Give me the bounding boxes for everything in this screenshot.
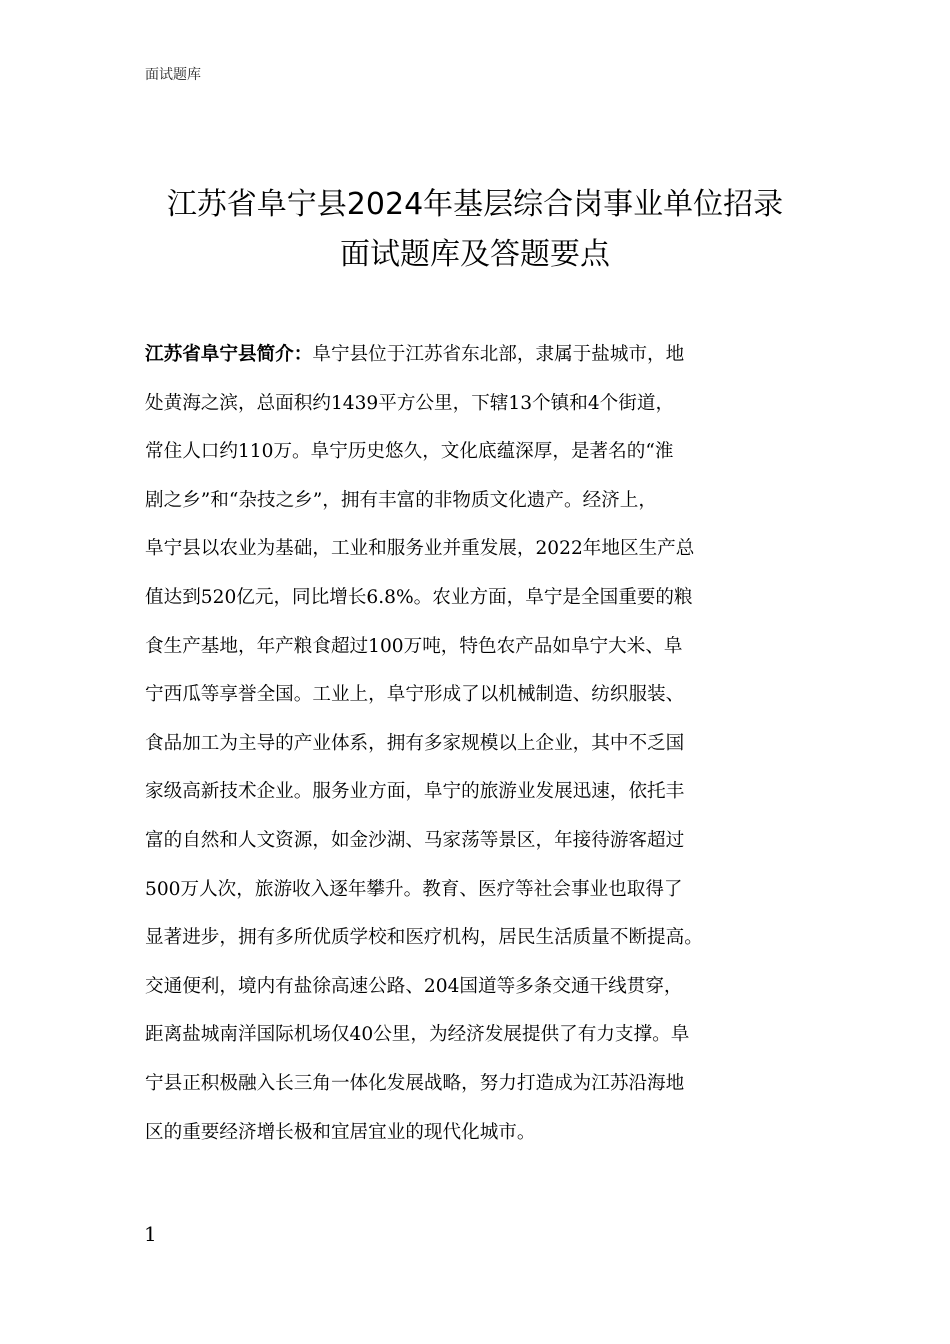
intro-paragraph — [145, 331, 825, 1157]
title-line-2: 面试题库及答题要点 — [340, 237, 610, 272]
paragraph-line: 食品加工为主导的产业体系，拥有多家规模以上企业，其中不乏国 — [145, 732, 685, 754]
paragraph-line — [145, 331, 825, 380]
paragraph-line: 区的重要经济增长极和宜居宜业的现代化城市。 — [145, 1121, 536, 1143]
paragraph-line: 常住人口约110万。阜宁历史悠久，文化底蕴深厚，是著名的“淮 — [145, 441, 674, 463]
title-line-1: 江苏省阜宁县2024年基层综合岗事业单位招录 — [166, 187, 784, 222]
paragraph-line: 显著进步，拥有多所优质学校和医疗机构，居民生活质量不断提高。 — [145, 927, 703, 949]
paragraph-line: 值达到520亿元，同比增长6.8%。农业方面，阜宁是全国重要的粮 — [145, 586, 693, 608]
running-header: 面试题库 — [145, 67, 201, 83]
paragraph-line: 富的自然和人文资源，如金沙湖、马家荡等景区，年接待游客超过 — [145, 829, 685, 851]
paragraph-line: 阜宁县以农业为基础，工业和服务业并重发展，2022年地区生产总 — [145, 538, 695, 560]
paragraph-line: 交通便利，境内有盐徐高速公路、204国道等多条交通干线贯穿， — [145, 975, 683, 997]
page-number: 1 — [144, 1222, 157, 1246]
paragraph-line: 剧之乡”和“杂技之乡”，拥有丰富的非物质文化遗产。经济上， — [145, 489, 657, 511]
document-title — [140, 180, 810, 280]
paragraph-line: 宁县正积极融入长三角一体化发展战略，努力打造成为江苏沿海地 — [145, 1072, 685, 1094]
paragraph-line: 距离盐城南洋国际机场仅40公里，为经济发展提供了有力支撑。阜 — [145, 1024, 690, 1046]
paragraph-line: 500万人次，旅游收入逐年攀升。教育、医疗等社会事业也取得了 — [145, 878, 683, 900]
paragraph-line: 家级高新技术企业。服务业方面，阜宁的旅游业发展迅速，依托丰 — [145, 781, 685, 803]
paragraph-line-text: 阜宁县位于江苏省东北部，隶属于盐城市，地 — [312, 344, 685, 365]
paragraph-line: 食生产基地，年产粮食超过100万吨，特色农产品如阜宁大米、阜 — [145, 635, 683, 657]
intro-lead-label: 江苏省阜宁县简介： — [145, 344, 313, 365]
paragraph-line: 处黄海之滨，总面积约1439平方公里，下辖13个镇和4个街道， — [145, 392, 675, 414]
paragraph-line: 宁西瓜等享誉全国。工业上，阜宁形成了以机械制造、纺织服装、 — [145, 684, 685, 706]
